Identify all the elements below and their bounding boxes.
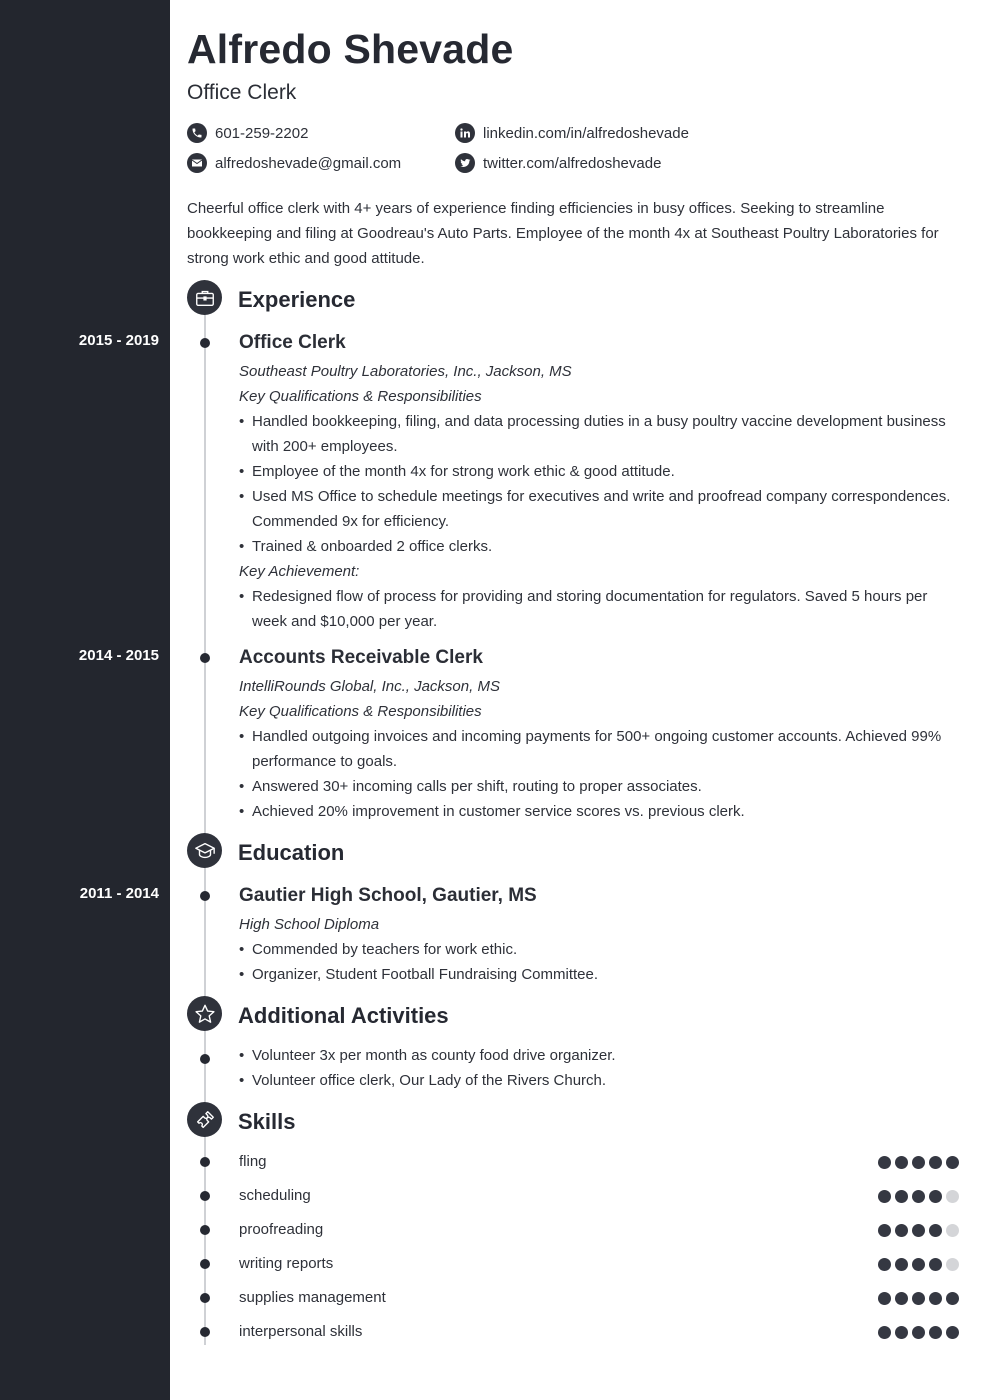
contact-linkedin [455, 122, 689, 144]
job-achievement-heading: Key Achievement: [239, 563, 360, 580]
rating-dot-empty [946, 1258, 959, 1271]
timeline-dot [200, 1054, 210, 1064]
contact-email [187, 152, 401, 174]
linkedin-icon [455, 123, 475, 143]
rating-dot-filled [929, 1156, 942, 1169]
timeline-dot [200, 1157, 210, 1167]
job-company: Southeast Poultry Laboratories, Inc., Jackson, MS [239, 363, 572, 380]
rating-dot-filled [929, 1292, 942, 1305]
job-bullet: • Employee of the month 4x for strong work ethic & good attitude. [239, 459, 955, 484]
rating-dot-filled [946, 1292, 959, 1305]
rating-dot-empty [946, 1190, 959, 1203]
rating-dot-filled [929, 1224, 942, 1237]
timeline-dot [200, 1293, 210, 1303]
job-subheading: Key Qualifications & Responsibilities [239, 703, 482, 720]
candidate-title: Office Clerk [187, 81, 297, 104]
puzzle-icon [187, 1102, 222, 1137]
skill-rating [878, 1292, 959, 1305]
rating-dot-filled [878, 1326, 891, 1339]
job-company: IntelliRounds Global, Inc., Jackson, MS [239, 678, 500, 695]
rating-dot-filled [946, 1326, 959, 1339]
rating-dot-filled [912, 1258, 925, 1271]
rating-dot-filled [895, 1326, 908, 1339]
job-dates: 2015 - 2019 [78, 332, 159, 349]
linkedin-text[interactable]: linkedin.com/in/alfredoshevade [483, 124, 689, 142]
timeline-dot [200, 653, 210, 663]
star-icon [187, 996, 222, 1031]
contact-phone [187, 122, 308, 144]
timeline-dot [200, 1225, 210, 1235]
job-bullet: • Used MS Office to schedule meetings for executives and write and proofread company correspondences. Commended 9x for efficiency. [239, 484, 955, 534]
timeline-dot [200, 1191, 210, 1201]
rating-dot-filled [878, 1258, 891, 1271]
rating-dot-filled [895, 1156, 908, 1169]
rating-dot-filled [912, 1292, 925, 1305]
rating-dot-filled [895, 1258, 908, 1271]
section-title-experience: Experience [238, 287, 356, 312]
job-bullet: • Handled outgoing invoices and incoming payments for 500+ ongoing customer accounts. Achieved 99% performance to goals. [239, 724, 955, 774]
phone-icon [187, 123, 207, 143]
timeline-dot [200, 338, 210, 348]
rating-dot-filled [929, 1258, 942, 1271]
skill-name: writing reports [239, 1255, 334, 1272]
timeline-dot [200, 891, 210, 901]
rating-dot-filled [912, 1156, 925, 1169]
education-degree: High School Diploma [239, 916, 380, 933]
skill-name: interpersonal skills [239, 1323, 363, 1340]
rating-dot-filled [878, 1224, 891, 1237]
education-dates: 2011 - 2014 [79, 885, 159, 902]
skill-name: proofreading [239, 1221, 324, 1238]
skill-rating [878, 1258, 959, 1271]
job-title: Accounts Receivable Clerk [239, 647, 483, 668]
timeline-dot [200, 1259, 210, 1269]
skill-rating [878, 1224, 959, 1237]
job-dates: 2014 - 2015 [78, 647, 159, 664]
profile-summary: Cheerful office clerk with 4+ years of experience finding efficiencies in busy offices. Seeking to streamline bookkeeping and filing at Goodreau's Auto Parts. Employee of the month 4x at Southeast Poultry Laboratories for strong work ethic and good attitude. [187, 200, 939, 267]
rating-dot-filled [929, 1190, 942, 1203]
section-title-skills: Skills [238, 1109, 296, 1134]
job-title: Office Clerk [239, 332, 346, 353]
twitter-icon [455, 153, 475, 173]
rating-dot-filled [895, 1292, 908, 1305]
skill-name: scheduling [239, 1187, 311, 1204]
education-school: Gautier High School, Gautier, MS [239, 885, 537, 906]
email-text[interactable]: alfredoshevade@gmail.com [215, 154, 402, 172]
graduation-cap-icon [187, 833, 222, 868]
activity-bullet: • Volunteer office clerk, Our Lady of the Rivers Church. [239, 1068, 955, 1093]
timeline-dot [200, 1327, 210, 1337]
contact-twitter [455, 152, 661, 174]
rating-dot-filled [912, 1190, 925, 1203]
rating-dot-filled [895, 1190, 908, 1203]
email-icon [187, 153, 207, 173]
skill-rating [878, 1156, 959, 1169]
rating-dot-filled [929, 1326, 942, 1339]
rating-dot-filled [878, 1190, 891, 1203]
skill-name: fling [239, 1153, 267, 1170]
job-bullet: • Achieved 20% improvement in customer service scores vs. previous clerk. [239, 799, 955, 824]
candidate-name: Alfredo Shevade [187, 26, 514, 72]
job-bullet: • Trained & onboarded 2 office clerks. [239, 534, 955, 559]
section-title-activities: Additional Activities [238, 1003, 449, 1028]
briefcase-icon [187, 280, 222, 315]
job-bullet: • Handled bookkeeping, filing, and data processing duties in a busy poultry vaccine development business with 200+ employees. [239, 409, 955, 459]
activity-bullet: • Volunteer 3x per month as county food drive organizer. [239, 1043, 955, 1068]
education-bullet: • Commended by teachers for work ethic. [239, 937, 955, 962]
rating-dot-empty [946, 1224, 959, 1237]
education-bullet: • Organizer, Student Football Fundraising Committee. [239, 962, 955, 987]
timeline-line [204, 300, 206, 1345]
sidebar [0, 0, 170, 1400]
rating-dot-filled [878, 1292, 891, 1305]
rating-dot-filled [912, 1326, 925, 1339]
section-title-education: Education [238, 840, 345, 865]
phone-text[interactable]: 601-259-2202 [215, 124, 309, 142]
skill-rating [878, 1190, 959, 1203]
skill-name: supplies management [239, 1289, 386, 1306]
rating-dot-filled [878, 1156, 891, 1169]
rating-dot-filled [895, 1224, 908, 1237]
twitter-text[interactable]: twitter.com/alfredoshevade [483, 154, 662, 172]
skill-rating [878, 1326, 959, 1339]
job-achievement-bullet: • Redesigned flow of process for providing and storing documentation for regulators. Saved 5 hours per week and $10,000 per year. [239, 584, 955, 634]
rating-dot-filled [946, 1156, 959, 1169]
job-subheading: Key Qualifications & Responsibilities [239, 388, 482, 405]
rating-dot-filled [912, 1224, 925, 1237]
job-bullet: • Answered 30+ incoming calls per shift, routing to proper associates. [239, 774, 955, 799]
